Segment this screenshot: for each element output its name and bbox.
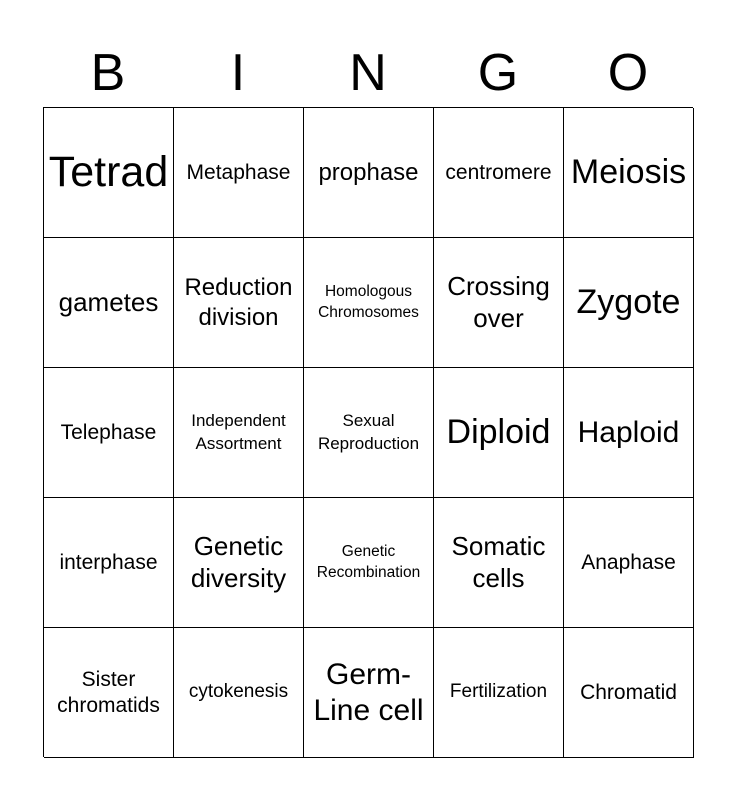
header-letter-n: N [349, 44, 387, 102]
bingo-cell[interactable] [434, 368, 564, 498]
bingo-cell[interactable] [44, 628, 174, 758]
bingo-board [43, 107, 693, 757]
cell-label: Germ-Line cell [313, 657, 424, 727]
cell-label: Genetic diversity [190, 531, 287, 593]
bingo-cell[interactable] [304, 368, 434, 498]
bingo-cell[interactable] [44, 238, 174, 368]
bingo-cell[interactable] [44, 108, 174, 238]
cell-label: interphase [59, 550, 158, 574]
cell-label: Haploid [577, 415, 680, 449]
bingo-cell[interactable] [304, 498, 434, 628]
bingo-cell[interactable] [174, 498, 304, 628]
bingo-header [43, 40, 693, 106]
bingo-cell[interactable] [174, 108, 304, 238]
cell-label: Fertilization [449, 681, 548, 703]
cell-label: Chromatid [580, 680, 677, 704]
cell-label: prophase [318, 158, 419, 186]
cell-label: Tetrad [48, 147, 169, 196]
cell-label: Zygote [576, 282, 681, 321]
cell-label: Anaphase [581, 550, 676, 574]
bingo-cell[interactable] [304, 628, 434, 758]
bingo-cell[interactable] [434, 628, 564, 758]
cell-label: Somatic cells [451, 531, 546, 593]
bingo-cell[interactable] [304, 238, 434, 368]
cell-label: Diploid [446, 412, 551, 451]
cell-label: Telephase [60, 420, 157, 444]
cell-label: centromere [445, 160, 552, 184]
bingo-cell[interactable] [434, 108, 564, 238]
bingo-cell[interactable] [564, 628, 694, 758]
bingo-cell[interactable] [564, 498, 694, 628]
cell-label: Reduction division [184, 273, 293, 331]
cell-label: Meiosis [570, 152, 687, 191]
cell-label: Metaphase [186, 160, 291, 184]
cell-label: Sexual Reproduction [317, 411, 420, 453]
header-letter-b: B [90, 44, 126, 102]
cell-label: Sister chromatids [57, 668, 160, 717]
bingo-cell[interactable] [174, 628, 304, 758]
bingo-cell[interactable] [44, 368, 174, 498]
cell-label: Genetic Recombination [316, 542, 421, 581]
bingo-cell[interactable] [434, 498, 564, 628]
cell-label: Crossing over [447, 271, 550, 333]
cell-label: cytokenesis [188, 681, 289, 703]
bingo-cell[interactable] [44, 498, 174, 628]
bingo-cell[interactable] [434, 238, 564, 368]
bingo-cell[interactable] [564, 238, 694, 368]
cell-label: Independent Assortment [191, 411, 286, 453]
header-letter-o: O [607, 44, 649, 102]
cell-label: gametes [58, 286, 159, 317]
bingo-cell[interactable] [564, 108, 694, 238]
header-letter-g: G [477, 44, 519, 102]
header-letter-i: I [230, 44, 246, 102]
bingo-cell[interactable] [174, 238, 304, 368]
bingo-cell[interactable] [304, 108, 434, 238]
bingo-cell[interactable] [174, 368, 304, 498]
cell-label: Homologous Chromosomes [318, 282, 419, 321]
bingo-cell[interactable] [564, 368, 694, 498]
